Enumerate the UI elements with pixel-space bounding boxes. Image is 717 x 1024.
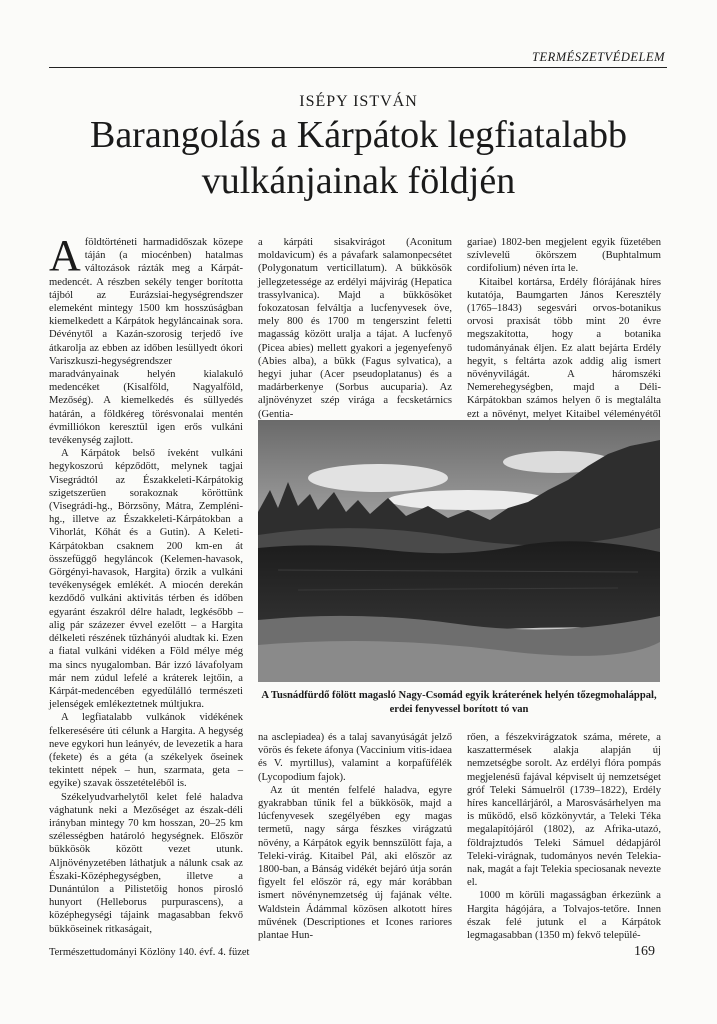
column-2-bottom <box>258 731 452 942</box>
journal-footer: Természettudományi Közlöny 140. évf. 4. füzet <box>49 947 250 958</box>
article-title <box>0 112 717 204</box>
paragraph: a kárpáti sisakvirágot (Aconitum moldavicum) és a pávafark salamonpecsétet (Polygonatum verticillatum). A bükkösök jellegzetessége az erdélyi májvirág (Hepatica trassylvanica). Majd a bükkösöket fokozatosan felváltja a lucfenyvesek öve, mely 800 és 1700 m tengerszint feletti magasság között uralja a tájat. A lucfenyő (Picea abies) mellett gyakori a jegenyefenyő (Abies alba), a bükk (Fagus sylvatica), a hegyi juhar (Acer pseudoplatanus) és a madárberkenye (Sorbus aucuparia). Az aljnövényzet szép virága a fecsketárnics (Gentia- <box>258 237 452 420</box>
paragraph: Az út mentén felfelé haladva, egyre gyakrabban tűnik fel a bükkösök, majd a lúcfenyvesek szegélyében egy magas termetű, nagy sárga fészkes virágzatú növény, a Kárpátok egyik bennszülött faja, a Teleki-virág. Kitaibel Pál, aki először az 1800-ban, a Bánság vidékét bejáró útja során figyelt fel először rá, egy már korábban ismert növénynemzetség új fajának vélte. Waldstein Ádámmal közösen alkotott híres művének (Descriptiones et Icones rariores plantae Hun- <box>258 784 452 942</box>
paragraph: Aföldtörténeti harmadidőszak közepe táján (a miocénben) hatalmas változások rázták meg a Kárpát-medencét. A részben sekély tenger borította tájból az Eurázsiai-hegységrendszer elemeként mintegy 1500 km hosszúságban kiemelkedett a Kárpátok hegyláncainak sora. Dévénytől a Kazán-szorosig terjedő íve átkarolja az ebben az időben lesüllyedt ókori Variszkuszi-hegységrendszer maradványainak helyén kialakuló medencéket (Kisalföld, Nagyalföld, Mezőség). A kiemelkedés és süllyedés határán, a földkéreg törésvonalai mentén évmilliókon keresztül igen erős vulkáni tevékenység zajlott. <box>49 231 243 447</box>
author: ISÉPY ISTVÁN <box>299 93 418 110</box>
paragraph: A legfiatalabb vulkánok vidékének felkeresésére úti célunk a Hargita. A hegység neve egykori hun leányév, de levezetik a hara (fekete) és a géta (a székelyek őseinek tekintett népek – hun, szarmata, geta – egyike) szavak összetételéből is. <box>49 712 243 790</box>
title-line-1: Barangolás a Kárpátok legfiatalabb <box>89 114 628 156</box>
column-3-bottom <box>467 731 661 942</box>
section-header: TERMÉSZETVÉDELEM <box>532 50 665 64</box>
title-line-2: vulkánjainak földjén <box>201 160 516 202</box>
paragraph: rően, a fészekvirágzatok száma, mérete, a kaszattermések alakja alapján új nemzetségbe sorolt. Az erdélyi flóra pompás megjelenésű fajával képviselt új nemzetséget gróf Teleki Sámuelről (1739–1822), Erdély híres kancellárjáról, a Marosvásárhelyen ma is működő, első közkönyvtár, a Teleki Téka megalapítójáról (1802), az Afrika-utazó, földrajztudós Teleki Sámuel dédapjáról Teleki-virágnak, tudományos nevén Telekia-nak, magát a fajt Telekia speciosanak nevezte el. <box>467 732 661 889</box>
header-rule <box>49 67 667 68</box>
landscape-photo <box>258 420 660 682</box>
column-3-top <box>467 236 661 434</box>
photo-caption: A Tusnádfürdő fölött magasló Nagy-Csomád egyik kráterének helyén tőzegmohaláppal, erdei fenyvessel borított tó van <box>261 690 657 715</box>
column-1 <box>49 231 243 936</box>
paragraph: gariae) 1802-ben megjelent egyik fűzetében szívlevelű ökörszem (Buphtalmum cordifolium) néven írta le. <box>467 237 661 275</box>
paragraph: 1000 m körüli magasságban érkezünk a Hargita hágójára, a Tolvajos-tetőre. Innen észak felé jutunk el a Kárpátok legmagasabban (1350 m) fekvő települé- <box>467 890 661 942</box>
paragraph: na asclepiadea) és a talaj savanyúságát jelző vörös és fekete áfonya (Vaccinium vitis-idaea és V. myrtillus), valamint a korpafűfélék (Lycopodium fajok). <box>258 732 452 783</box>
drop-cap: A <box>49 231 81 280</box>
paragraph: Kitaibel kortársa, Erdély flórájának híres kutatója, Baumgarten János Keresztély (1765–1843) segesvári orvos-botanikus orvosi praxisát több mint 20 évre megszakította, hogy a botanika tudományának éljen. Ez alatt bejárta Erdély hegyit, s feltárta azok addig alig ismert növényvilágát. A háromszéki Nemerehegységben, majd a Déli-Kárpátokban számos helyen ő is megtalálta ezt a növényt, melyet Kitaibel véleményétől <box>467 276 661 420</box>
paragraph: A Kárpátok belső íveként vulkáni hegykoszorú képződött, melynek tagjai Visegrádtól az Északkeleti-Kárpátokig szigetszerűen sorakoznak köröttünk (Visegrádi-hg., Börzsöny, Mátra, Zempléni-hg., illetve az Északkeleti-Kárpátokban a Vihorlát, Kőhát és a Gutin). A Keleti-Kárpátokban csaknem 200 km-en át összefüggő hegyláncok (Kelemen-havasok, Görgényi-havasok, Hargita) őrzik a vulkáni tevékenységek emlékét. A miocén derekán kezdődő vulkáni aktivitás térben és időben egyaránt északról délre haladt, legkésőbb – alig pár százezer évvel ezelőtt – a Hargita délkeleti részének tűzhányói aludtak ki. Ezen a fiatal vulkáni vidéken a Föld mélye még ma sincs nyugalomban. Bár izzó lávafolyam már nem zúdul lefelé a kráterek lejtőin, a Kárpát-medencében egyedülálló természeti jelenségek emlékeztetnek múltjukra. <box>49 448 243 711</box>
paragraph: Székelyudvarhelytől kelet felé haladva vághatunk neki a Mezőséget az észak-déli irányban mintegy 70 km hosszan, 20–25 km szélességben határoló hegységnek. Először bükkösök között vezet utunk. Aljnövényzetében láthatjuk a nálunk csak az Északi-Középhegységben, illetve a Dunántúlon a Pilistetőig honos pirosló hunyort (Helleborus purpurascens), a középhegységi tájaink magasabban fekvő bükköseinek ritkaságait, <box>49 791 243 935</box>
page-number: 169 <box>634 944 655 959</box>
column-2-top <box>258 236 452 421</box>
